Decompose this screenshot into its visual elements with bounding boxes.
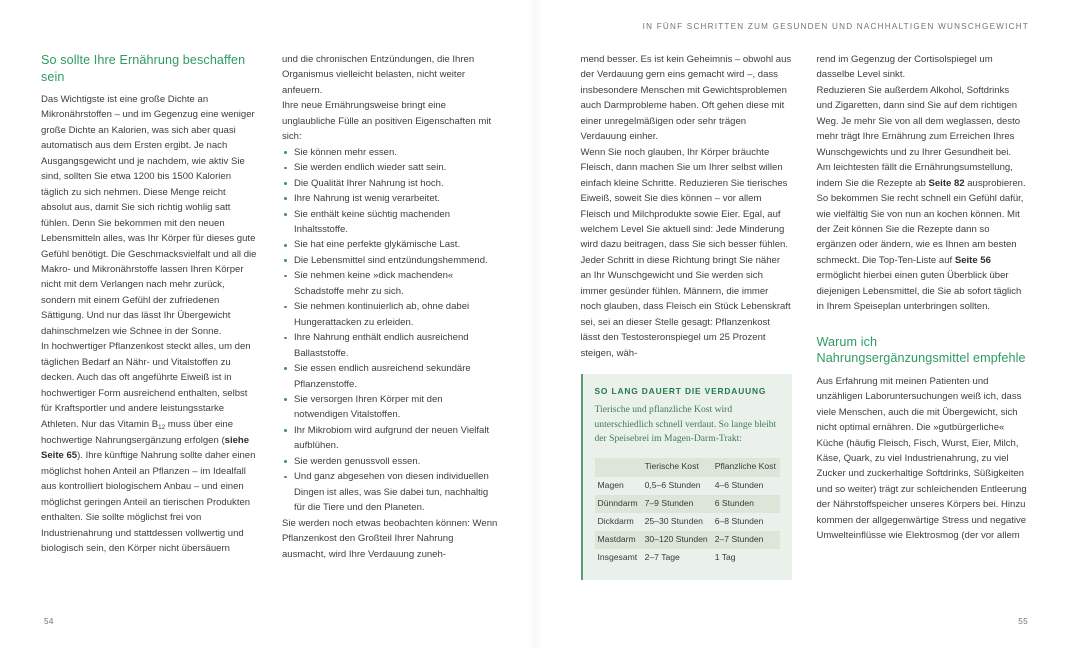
table-col-header-tierische-kost: Tierische Kost	[642, 458, 712, 477]
paragraph-c2-p1: und die chronischen Entzündungen, die Ihren Organismus vielleicht belasten, nicht weiter anfeuern.	[282, 54, 475, 96]
table-cell-pflanzlich: 6 Stunden	[712, 495, 780, 513]
list-item-label: Sie hat eine perfekte glykämische Last.	[294, 239, 461, 251]
cross-reference-seite-82[interactable]: Seite 82	[928, 177, 965, 189]
right-page-columns	[581, 52, 1031, 602]
list-item-label: Sie nehmen kontinuierlich ab, ohne dabei Hungerattacken zu erleiden.	[294, 301, 470, 328]
paragraph-c2-p2: Ihre neue Ernährungsweise bringt eine unglaubliche Fülle an positiven Eigenschaften mit sich:	[282, 100, 492, 143]
cross-reference-seite-65[interactable]: siehe Seite 65	[41, 434, 250, 462]
table-cell-label: Dünndarm	[595, 495, 642, 513]
list-item-label: Sie werden genussvoll essen.	[294, 455, 421, 467]
list-item-label: Ihr Mikrobiom wird aufgrund der neuen Vielfalt aufblühen.	[294, 424, 490, 452]
paragraph-c1-p1	[41, 92, 257, 339]
section-heading-ernaehrung: So sollte Ihre Ernährung beschaffen sein	[41, 53, 246, 84]
table-cell-label: Magen	[597, 479, 624, 490]
table-head	[595, 458, 780, 477]
table-cell-label: Insgesamt	[597, 551, 638, 562]
list-item	[282, 361, 498, 392]
paragraph-c4-p4: Aus Erfahrung mit meinen Patienten und unzähligen Laboruntersuchungen weiß ich, dass viele Menschen, auch die mit Übergewicht, sich nicht optimal ernähren. Die »gutbürgerliche« Küche (häufig Fleisch, Fisch, Wurst, Eier, Milch, Käse, Quark, zu viel Industrienahrung, zu viel Zucker und zuckerhaltige Softdrinks, Süßigkeiten und so weiter) trägt zur schleichenden Entleerung der Nährstoffspeicher unseres Körpers bei. Hinzu kommen der allgegenwärtige Stress und negative Umwelteinflüsse wie Elektrosmog (der vor allem	[816, 375, 1027, 542]
column-3	[581, 52, 792, 602]
vitamin-b12-label: Vitamin B	[117, 418, 159, 430]
running-head: IN FÜNF SCHRITTEN ZUM GESUNDEN UND NACHHALTIGEN WUNSCHGEWICHT	[642, 22, 1029, 31]
table-cell-tierisch: 0,5–6 Stunden	[644, 479, 701, 490]
column-4	[817, 52, 1028, 602]
table-row	[595, 495, 780, 513]
list-item	[282, 253, 498, 268]
benefits-list	[282, 145, 498, 516]
table-row	[595, 531, 780, 549]
digestion-duration-table	[595, 458, 780, 567]
table-cell-pflanzlich: 1 Tag	[714, 551, 736, 562]
table-col-header-pflanzliche-kost: Pflanzliche Kost	[712, 458, 780, 477]
table-cell-tierisch: 30–120 Stunden	[642, 531, 712, 549]
table-cell-tierisch: 25–30 Stunden	[644, 515, 703, 526]
list-item-label: Sie nehmen keine »dick machenden« Schadstoffe mehr zu sich.	[294, 270, 454, 297]
list-item	[282, 268, 498, 299]
vitamin-b12-subscript: 12	[158, 423, 166, 431]
list-item-label: Ihre Nahrung ist wenig verarbeitet.	[294, 193, 440, 205]
cross-reference-seite-56[interactable]: Seite 56	[954, 254, 991, 266]
paragraph-c4-p3: Am leichtesten fällt die Ernährungsumstellung, indem Sie die Rezepte ab Seite 82 ausprobieren. So bekommen Sie recht schnell ein Gefühl dafür, wie vielfältig Sie von nun an kochen können. Mit der Zeit können Sie die Rezepte dann so ergänzen oder ändern, wie es Ihnen am besten schmeckt. Die Top-Ten-Liste auf Seite 56 ermöglicht hierbei einen guten Überblick über diejenigen Lebensmittel, die Sie ab sofort täglich in Ihrem Speiseplan unterbringen sollten.	[816, 162, 1026, 313]
list-item-label: Ihre Nahrung enthält endlich ausreichend Ballaststoffe.	[294, 332, 469, 359]
info-box-title: SO LANG DAUERT DIE VERDAUUNG	[594, 386, 767, 397]
paragraph-c3-p2: Wenn Sie noch glauben, Ihr Körper bräuchte Fleisch, dann machen Sie um Ihrer selbst willen einfach kleine Schritte. Reduzieren Sie tierisches Eiweiß, soweit Sie dies können – vor allem Fleisch und Milchprodukte sowie Eier. Egal, auf welchem Level Sie aktuell sind: Jede Minderung wird dazu beitragen, dass Sie sich besser fühlen. Jeder Schritt in diese Richtung bringt Sie näher an Ihr Wunschgewicht und Sie werden sich immer gesünder fühlen. Männern, die immer noch glauben, dass Fleisch ein Stück Lebenskraft sei, sei an dieser Stelle gesagt: Pflanzenkost lässt den Testosteronspiegel um 25 Prozent steigen, wäh-	[580, 146, 791, 359]
list-item-label: Und ganz abgesehen von diesen individuellen Dingen ist alles, was Sie dabei tun, nachhaltig für die Tiere und den Planeten.	[294, 471, 489, 514]
list-item	[282, 299, 498, 330]
list-item-label: Sie können mehr essen.	[294, 146, 397, 158]
section-heading-nahrungsergaenzung: Warum ich Nahrungsergänzungsmittel empfehle	[816, 334, 1026, 366]
list-item-label: Sie enthält keine süchtig machenden Inhaltsstoffe.	[294, 208, 451, 235]
column-2	[282, 52, 498, 602]
table-row	[595, 477, 780, 495]
paragraph-c1-p2: In hochwertiger Pflanzenkost steckt alles, um den täglichen Bedarf an Nähr- und Vitalstoffen zu decken. Auch das oft angeführte Eiweiß ist in hochwertiger Form ausreichend enthalten, selbst für Kraftsportler und andere leistungsstarke Athleten. Nur das Vitamin $B_{12}$ muss über eine hochwertige Nahrungsergänzung erfolgen (siehe Seite 65). Ihre künftige Nahrung sollte daher einen möglichst hohen Anteil an Pflanzen – im Idealfall aus kontrolliert biologischem Anbau – und einen möglichst geringen Anteil an tierischen Produkten enthalten. Sie sollte möglichst frei von Industrienahrung und stattdessen vollwertig und biologisch sein, den Körper nicht übersäuern	[41, 341, 256, 555]
column-1	[41, 52, 257, 602]
right-page	[535, 0, 1069, 648]
info-box-verdauung	[581, 374, 792, 580]
list-item	[282, 237, 498, 252]
list-item	[282, 207, 498, 238]
table-col-header-blank	[595, 458, 642, 477]
list-item	[282, 392, 498, 423]
list-item	[282, 469, 498, 515]
list-item-label: Sie werden endlich wieder satt sein.	[294, 162, 447, 174]
list-item-label: Sie versorgen Ihren Körper mit den notwendigen Vitalstoffen.	[294, 393, 443, 421]
paragraph-c4-p2: Reduzieren Sie außerdem Alkohol, Softdrinks und Zigaretten, dann sind Sie auf dem richtigen Weg. Je mehr Sie von all dem weglassen, desto mehr trägt Ihre Ernährung zum Erreichen Ihres Wunschgewichts und zu Ihrer Gesundheit bei.	[816, 84, 1021, 158]
paragraph-c1-p1-text: Das Wichtigste ist eine große Dichte an Mikronährstoffen – und im Gegenzug eine weniger große Dichte an Kalorien, was sich aber quasi automatisch aus dem Ersten ergibt. Je nach Ausgangsgewicht und je nachdem, wie aktiv Sie sind, sollten Sie etwa 1200 bis 1500 Kalorien täglich zu sich nehmen. Diese Menge reicht absolut aus, damit Sie sich richtig wohlig satt fühlen. Denn Sie bekommen mit den neuen Lebensmitteln alles, was Ihr Körper für dieses gute Gefühl benötigt. Die Geschmacksvielfalt und all die Makro- und Mikronährstoffe lassen Ihren Körper nicht mit dem Verlangen nach mehr zurück, sondern mit einem Gefühl der zufriedenen Sättigung. Und nur das lässt Ihr Übergewicht dahinschmelzen wie Schnee in der Sonne.	[41, 94, 257, 337]
list-item	[282, 160, 498, 175]
list-item	[282, 191, 498, 206]
list-item-label: Die Qualität Ihrer Nahrung ist hoch.	[294, 177, 444, 189]
info-box-lead: Tierische und pflanzliche Kost wird unterschiedlich schnell verdaut. So lange bleibt der Speisebrei im Magen-Darm-Trakt:	[594, 404, 777, 445]
table-cell-pflanzlich: 6–8 Stunden	[714, 515, 764, 526]
folio-right: 55	[1018, 617, 1028, 626]
list-item	[282, 454, 498, 469]
paragraph-c4-p1: rend im Gegenzug der Cortisolspiegel um dasselbe Level sinkt.	[816, 54, 993, 81]
list-item	[282, 176, 498, 191]
folio-left: 54	[44, 617, 54, 626]
table-row	[595, 549, 780, 567]
list-item	[282, 423, 498, 454]
table-header-row	[595, 458, 780, 477]
paragraph-c3-p1: mend besser. Es ist kein Geheimnis – obwohl aus der Verdauung gern eins gemacht wird –, dass insbesondere Menschen mit Gewichtsproblemen auch Darmprobleme haben. Oft gehen diese mit einer unregelmäßigen oder sehr trägen Verdauung einher.	[580, 54, 792, 143]
list-item	[282, 330, 498, 361]
table-cell-pflanzlich: 4–6 Stunden	[714, 479, 764, 490]
table-body	[595, 477, 780, 567]
left-page-columns	[41, 52, 499, 602]
list-item	[282, 145, 498, 160]
table-cell-label: Mastdarm	[595, 531, 642, 549]
table-cell-label: Dickdarm	[597, 515, 634, 526]
table-cell-pflanzlich: 2–7 Stunden	[712, 531, 780, 549]
list-item-label: Die Lebensmittel sind entzündungshemmend.	[294, 254, 488, 266]
paragraph-c2-closing: Sie werden noch etwas beobachten können: Wenn Pflanzenkost den Großteil Ihrer Nahrung ausmacht, wird Ihre Verdauung zuneh-	[282, 517, 498, 560]
table-row	[595, 513, 780, 531]
table-cell-tierisch: 7–9 Stunden	[642, 495, 712, 513]
table-cell-tierisch: 2–7 Tage	[644, 551, 680, 562]
list-item-label: Sie essen endlich ausreichend sekundäre Pflanzenstoffe.	[294, 363, 471, 390]
